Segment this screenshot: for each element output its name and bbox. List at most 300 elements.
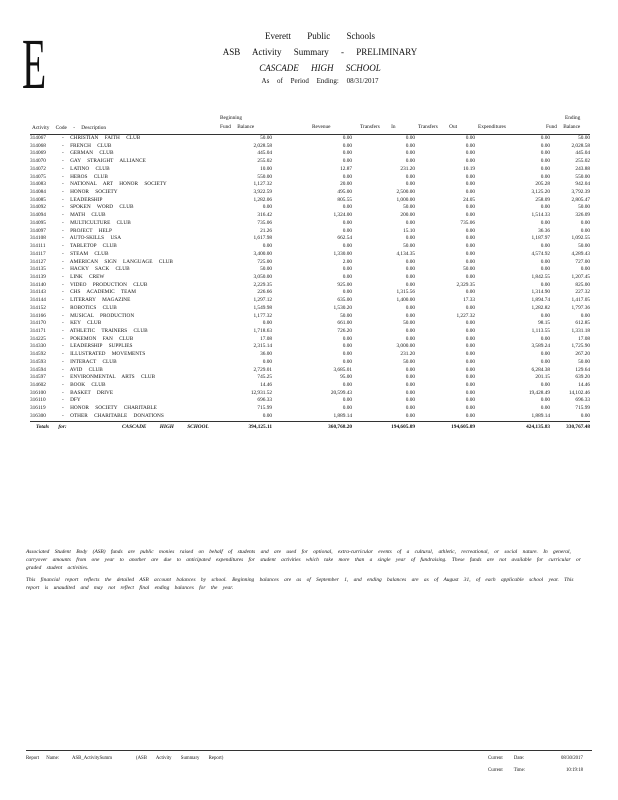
table-row (30, 413, 590, 421)
transfers-in: 50.00 (403, 320, 415, 327)
transfers-in: 231.20 (400, 165, 415, 172)
revenue: 0.00 (342, 135, 352, 141)
footer-time-value: 10:19:18 (566, 768, 584, 773)
activity-description: - ROBOTICS CLUB (62, 304, 117, 311)
beginning-balance: 17.08 (260, 335, 272, 342)
revenue: 662.54 (337, 235, 352, 242)
col-expenditures: Expenditures (478, 124, 506, 130)
activity-description: - LEADERSHIP SUPPLIES (62, 343, 133, 350)
ending-balance: 639.20 (575, 374, 590, 381)
activity-code: 314135 (30, 266, 46, 273)
activity-description: - POKEMON FAN CLUB (62, 335, 134, 342)
col-ending-top: Ending (565, 115, 581, 121)
transfers-in: 0.00 (405, 335, 415, 342)
revenue: 1,324.00 (333, 212, 352, 219)
activity-code: 314072 (30, 165, 46, 172)
expenditures: 3,125.20 (531, 189, 550, 196)
col-beginning-top: Beginning (220, 115, 243, 121)
transfers-out: 0.00 (465, 327, 475, 334)
revenue: 3,685.01 (333, 366, 352, 373)
revenue: 12.87 (340, 165, 352, 172)
footer-report-label: Report Name: (26, 756, 60, 761)
revenue: 0.00 (342, 343, 352, 350)
beginning-balance: 14.46 (260, 382, 272, 388)
beginning-balance: 12,931.52 (250, 389, 272, 396)
activity-description: - BASKET DRIVE (62, 389, 114, 396)
transfers-out: 0.00 (465, 258, 475, 265)
ending-balance: 696.33 (575, 397, 590, 404)
expenditures: 98.15 (538, 320, 550, 327)
ending-balance: 4,289.43 (571, 250, 590, 257)
col-revenue: Revenue (312, 124, 331, 130)
expenditures: 0.00 (540, 351, 550, 358)
ending-balance: 715.99 (575, 405, 590, 412)
table-row (30, 390, 590, 398)
beginning-balance: 0.00 (262, 358, 272, 365)
transfers-in: 50.00 (403, 204, 415, 211)
beginning-balance: 3,400.00 (253, 250, 272, 257)
revenue: 0.00 (342, 266, 352, 273)
ending-balance: 727.00 (575, 258, 590, 265)
revenue: 0.00 (342, 382, 352, 388)
ending-balance: 0.00 (580, 227, 590, 234)
beginning-balance: 3,050.00 (253, 273, 272, 280)
ending-balance: 3,792.39 (571, 189, 590, 196)
activity-code: 314097 (30, 227, 46, 234)
revenue: 0.00 (342, 173, 352, 180)
transfers-out: 0.00 (465, 204, 475, 211)
activity-code: 314070 (30, 158, 46, 165)
table-row (30, 166, 590, 174)
beginning-balance: 36.00 (260, 351, 272, 358)
totals-expenditures: 424,135.83 (526, 423, 550, 430)
ending-balance: 1,417.05 (571, 297, 590, 304)
expenditures: 0.00 (540, 397, 550, 404)
revenue: 635.00 (337, 297, 352, 304)
activity-description: - HEROS CLUB (62, 173, 108, 180)
table-row (30, 174, 590, 182)
transfers-in: 200.00 (400, 212, 415, 219)
table-row (30, 143, 590, 151)
activity-code: 314594 (30, 366, 46, 373)
activity-code: 314166 (30, 312, 46, 319)
expenditures: 0.00 (540, 219, 550, 226)
expenditures: 0.00 (540, 135, 550, 141)
ending-balance: 326.09 (575, 212, 590, 219)
transfers-in: 0.00 (405, 181, 415, 188)
activity-code: 314094 (30, 212, 46, 219)
activity-description: - INTERACT CLUB (62, 358, 117, 365)
revenue: 726.20 (337, 327, 352, 334)
transfers-in: 0.00 (405, 173, 415, 180)
activity-code: 314225 (30, 335, 46, 342)
table-row (30, 382, 590, 390)
totals-label: Totals for: (36, 423, 67, 430)
activity-description: - AUTO-SKILLS USA (62, 235, 122, 242)
ending-balance: 267.20 (575, 351, 590, 358)
activity-code: 314067 (30, 135, 46, 141)
beginning-balance: 2,028.58 (253, 142, 272, 149)
beginning-balance: 735.06 (257, 219, 272, 226)
activity-code: 314084 (30, 189, 46, 196)
transfers-out: 0.00 (465, 273, 475, 280)
ending-balance: 2,805.47 (571, 196, 590, 203)
activity-description: - ATHLETIC TRAINERS CLUB (62, 327, 148, 334)
revenue: 0.00 (342, 397, 352, 404)
transfers-out: 0.00 (465, 397, 475, 404)
activity-description: - LITERARY MAGAZINE (62, 297, 131, 304)
revenue: 1,530.20 (333, 304, 352, 311)
transfers-in: 0.00 (405, 142, 415, 149)
beginning-balance: 1,617.98 (253, 235, 272, 242)
revenue: 0.00 (342, 243, 352, 250)
table-row (30, 405, 590, 413)
table-row (30, 189, 590, 197)
expenditures: 0.00 (540, 258, 550, 265)
activity-description: - ILLUSTRATED MOVEMENTS (62, 351, 146, 358)
transfers-in: 0.00 (405, 312, 415, 319)
revenue: 925.00 (337, 281, 352, 288)
activity-description: - VIDEO PRODUCTION CLUB (62, 281, 148, 288)
revenue: 0.00 (342, 273, 352, 280)
expenditures: 1,889.14 (531, 412, 550, 419)
table-row (30, 336, 590, 344)
beginning-balance: 696.33 (257, 397, 272, 404)
footer-date-value: 08/30/2017 (561, 756, 583, 761)
table-row (30, 289, 590, 297)
transfers-in: 0.00 (405, 273, 415, 280)
activity-code: 314597 (30, 374, 46, 381)
transfers-out: 0.00 (465, 412, 475, 419)
revenue: 0.00 (342, 289, 352, 296)
transfers-out: 0.00 (465, 289, 475, 296)
expenditures: 201.15 (535, 374, 550, 381)
district-logo-letter: E (22, 24, 47, 104)
activity-description: - GERMAN CLUB (62, 150, 114, 157)
transfers-in: 15.10 (403, 227, 415, 234)
transfers-out: 0.00 (465, 235, 475, 242)
activity-description: - CHRISTIAN FAITH CLUB (62, 135, 141, 141)
transfers-out: 0.00 (465, 227, 475, 234)
transfers-out: 0.00 (465, 366, 475, 373)
expenditures: 19,428.49 (528, 389, 550, 396)
activity-code: 314592 (30, 351, 46, 358)
transfers-in: 0.00 (405, 150, 415, 157)
table-row (30, 297, 590, 305)
ending-balance: 550.00 (575, 173, 590, 180)
activity-code: 314092 (30, 204, 46, 211)
ending-balance: 50.00 (578, 358, 590, 365)
totals-transfers-out: 194,605.09 (451, 423, 475, 430)
ending-balance: 1,797.36 (571, 304, 590, 311)
beginning-balance: 2,315.14 (253, 343, 272, 350)
beginning-balance: 1,718.63 (253, 327, 272, 334)
revenue: 0.00 (342, 142, 352, 149)
revenue: 95.00 (340, 374, 352, 381)
revenue: 50.00 (340, 312, 352, 319)
beginning-balance: 1,297.12 (253, 297, 272, 304)
activity-description: - MULTICULTURE CLUB (62, 219, 131, 226)
activity-code: 314139 (30, 273, 46, 280)
ending-balance: 1,207.45 (571, 273, 590, 280)
footer-report-desc: (ASB Activity Summary Report) (136, 756, 224, 761)
expenditures: 1,314.90 (531, 289, 550, 296)
table-row (30, 367, 590, 375)
period-ending: As of Period Ending: 08/31/2017 (261, 77, 379, 85)
activity-code: 316119 (30, 405, 46, 412)
transfers-out: 0.00 (465, 150, 475, 157)
ending-balance: 612.85 (575, 320, 590, 327)
totals-row (30, 421, 590, 432)
footer-date-label: Current Date: (488, 756, 525, 761)
expenditures: 0.00 (540, 142, 550, 149)
expenditures: 6,284.38 (531, 366, 550, 373)
beginning-balance: 0.00 (262, 320, 272, 327)
activity-code: 314068 (30, 142, 46, 149)
transfers-out: 2,329.35 (456, 281, 475, 288)
beginning-balance: 745.25 (257, 374, 272, 381)
school-name: CASCADE HIGH SCHOOL (259, 63, 381, 73)
activity-code: 314075 (30, 173, 46, 180)
activity-code: 314170 (30, 320, 46, 327)
col-transfers-out: Transfers Out (418, 124, 458, 130)
transfers-out: 0.00 (465, 250, 475, 257)
transfers-out: 0.00 (465, 158, 475, 165)
transfers-out: 0.00 (465, 173, 475, 180)
transfers-out: 0.00 (465, 181, 475, 188)
note-paragraph-1: Associated Student Body (ASB) funds are public monies raised on behalf of students and are used for optional, extra-curricular events of a cultural, athletic, recreational, or social nature. In general, carryover amounts from one year to another are due to anticipated expenditures for student activities which take more than a single year of fundraising. These funds are not available for curricular or graded student activities. (26, 549, 581, 571)
transfers-out: 0.00 (465, 405, 475, 412)
transfers-in: 0.00 (405, 135, 415, 141)
ending-balance: 14,102.46 (568, 389, 590, 396)
table-row (30, 266, 590, 274)
activity-description: - HONOR SOCIETY CHARITABLE (62, 405, 157, 412)
table-body (30, 135, 590, 421)
transfers-out: 0.00 (465, 135, 475, 141)
transfers-in: 1,400.00 (396, 297, 415, 304)
revenue: 0.00 (342, 158, 352, 165)
transfers-in: 2,500.00 (396, 189, 415, 196)
table-row (30, 397, 590, 405)
totals-revenue: 360,768.20 (328, 423, 352, 430)
expenditures: 1,187.97 (531, 235, 550, 242)
activity-description: - NATIONAL ART HONOR SOCIETY (62, 181, 167, 188)
activity-code: 314095 (30, 219, 46, 226)
expenditures: 4,574.92 (531, 250, 550, 257)
ending-balance: 0.00 (580, 266, 590, 273)
expenditures: 36.36 (538, 227, 550, 234)
transfers-in: 0.00 (405, 389, 415, 396)
activity-description: - OTHER CHARITABLE DONATIONS (62, 412, 164, 419)
revenue: 661.00 (337, 320, 352, 327)
activity-code: 314085 (30, 196, 46, 203)
activity-summary-table (30, 112, 590, 432)
beginning-balance: 10.00 (260, 165, 272, 172)
expenditures: 3,589.24 (531, 343, 550, 350)
activity-code: 314152 (30, 304, 46, 311)
transfers-in: 0.00 (405, 219, 415, 226)
expenditures: 258.09 (535, 196, 550, 203)
col-beginning-bottom: Fund Balance (220, 124, 255, 130)
activity-description: - MATH CLUB (62, 212, 106, 219)
expenditures: 0.00 (540, 173, 550, 180)
table-row (30, 259, 590, 267)
beginning-balance: 725.00 (257, 258, 272, 265)
totals-transfers-in: 194,605.09 (391, 423, 415, 430)
expenditures: 0.00 (540, 266, 550, 273)
transfers-in: 0.00 (405, 304, 415, 311)
table-row (30, 204, 590, 212)
note-paragraph-2: This financial report reflects the detailed ASB account balances by school. Beginning balances are as of September 1, and ending balances are as of August 31, of each applicable school year. This report is unaudited and may not reflect final ending balances for the year. (26, 577, 574, 591)
table-row (30, 220, 590, 228)
transfers-out: 0.00 (465, 343, 475, 350)
expenditures: 0.00 (540, 204, 550, 211)
totals-beginning: 394,125.11 (248, 423, 272, 430)
beginning-balance: 0.00 (262, 412, 272, 419)
table-row (30, 158, 590, 166)
table-row (30, 243, 590, 251)
activity-description: - AVID CLUB (62, 366, 103, 373)
activity-description: - AMERICAN SIGN LANGUAGE CLUB (62, 258, 173, 265)
table-row (30, 305, 590, 313)
revenue: 2.00 (342, 258, 352, 265)
table-row (30, 282, 590, 290)
transfers-in: 0.00 (405, 258, 415, 265)
beginning-balance: 226.66 (257, 289, 272, 296)
revenue: 1,889.14 (333, 412, 352, 419)
revenue: 0.00 (342, 351, 352, 358)
transfers-out: 17.33 (463, 297, 475, 304)
transfers-in: 0.00 (405, 235, 415, 242)
ending-balance: 0.00 (580, 412, 590, 419)
transfers-in: 0.00 (405, 366, 415, 373)
expenditures: 0.00 (540, 358, 550, 365)
activity-description: - LEADERSHIP (62, 196, 103, 203)
expenditures: 1,282.82 (531, 304, 550, 311)
transfers-in: 0.00 (405, 374, 415, 381)
ending-balance: 243.88 (575, 165, 590, 172)
table-row (30, 374, 590, 382)
transfers-in: 1,315.56 (396, 289, 415, 296)
table-row (30, 235, 590, 243)
beginning-balance: 255.02 (257, 158, 272, 165)
activity-code: 314069 (30, 150, 46, 157)
ending-balance: 129.64 (575, 366, 590, 373)
ending-balance: 17.08 (578, 335, 590, 342)
transfers-out: 0.00 (465, 389, 475, 396)
transfers-out: 0.00 (465, 142, 475, 149)
table-row (30, 181, 590, 189)
footer-report-value: ASB_ActivitySumm (72, 756, 112, 761)
beginning-balance: 550.00 (257, 173, 272, 180)
totals-school: CASCADE HIGH SCHOOL (122, 423, 209, 430)
expenditures: 0.00 (540, 405, 550, 412)
ending-balance: 825.00 (575, 281, 590, 288)
activity-code: 316300 (30, 412, 46, 419)
activity-code: 314171 (30, 327, 46, 334)
ending-balance: 0.00 (580, 312, 590, 319)
table-row (30, 313, 590, 321)
col-transfers-in: Transfers In (360, 124, 396, 130)
table-row (30, 320, 590, 328)
transfers-out: 0.00 (465, 189, 475, 196)
ending-balance: 942.04 (575, 181, 590, 188)
column-headers (30, 112, 590, 135)
transfers-out: 0.00 (465, 335, 475, 342)
revenue: 0.00 (342, 227, 352, 234)
activity-description: - GAY STRAIGHT ALLIANCE (62, 158, 146, 165)
col-ending-bottom: Fund Balance (546, 124, 581, 130)
expenditures: 0.00 (540, 165, 550, 172)
revenue: 1,330.00 (333, 250, 352, 257)
ending-balance: 1,092.55 (571, 235, 590, 242)
activity-code: 314108 (30, 235, 46, 242)
revenue: 0.00 (342, 335, 352, 342)
activity-description: - FRENCH CLUB (62, 142, 112, 149)
activity-code: 314111 (30, 243, 46, 250)
activity-code: 316100 (30, 389, 46, 396)
ending-balance: 445.04 (575, 150, 590, 157)
transfers-out: 0.00 (465, 382, 475, 388)
table-row (30, 343, 590, 351)
activity-code: 314140 (30, 281, 46, 288)
transfers-out: 0.00 (465, 320, 475, 327)
expenditures: 205.28 (535, 181, 550, 188)
transfers-out: 735.06 (460, 219, 475, 226)
activity-description: - DFY (62, 397, 81, 404)
expenditures: 1,113.55 (531, 327, 550, 334)
transfers-in: 0.00 (405, 405, 415, 412)
activity-code: 314143 (30, 289, 46, 296)
ending-balance: 1,725.90 (571, 343, 590, 350)
table-row (30, 359, 590, 367)
transfers-in: 0.00 (405, 266, 415, 273)
ending-balance: 255.02 (575, 158, 590, 165)
expenditures: 1,894.74 (531, 297, 550, 304)
notes (26, 548, 586, 596)
transfers-in: 4,134.35 (396, 250, 415, 257)
activity-description: - STEAM CLUB (62, 250, 109, 257)
table-row (30, 251, 590, 259)
report-footer (26, 750, 592, 781)
expenditures: 1,842.55 (531, 273, 550, 280)
transfers-in: 0.00 (405, 412, 415, 419)
beginning-balance: 1,127.32 (253, 181, 272, 188)
transfers-out: 10.19 (463, 165, 475, 172)
activity-description: - KEY CLUB (62, 320, 102, 327)
activity-code: 314593 (30, 358, 46, 365)
ending-balance: 0.00 (580, 219, 590, 226)
beginning-balance: 316.42 (257, 212, 272, 219)
expenditures: 0.00 (540, 243, 550, 250)
revenue: 805.55 (337, 196, 352, 203)
ending-balance: 50.00 (578, 204, 590, 211)
activity-description: - BOOK CLUB (62, 382, 106, 388)
revenue: 0.00 (342, 405, 352, 412)
ending-balance: 50.00 (578, 243, 590, 250)
totals-ending: 330,767.48 (566, 423, 590, 430)
transfers-in: 1,000.00 (396, 196, 415, 203)
transfers-out: 0.00 (465, 358, 475, 365)
activity-code: 314117 (30, 250, 46, 257)
activity-description: - PROJECT HELP (62, 227, 112, 234)
activity-description: - CHS ACADEMIC TEAM (62, 289, 136, 296)
report-title: ASB Activity Summary - PRELIMINARY (222, 47, 418, 57)
expenditures: 0.00 (540, 150, 550, 157)
table-row (30, 228, 590, 236)
table-row (30, 150, 590, 158)
expenditures: 1,514.33 (531, 212, 550, 219)
